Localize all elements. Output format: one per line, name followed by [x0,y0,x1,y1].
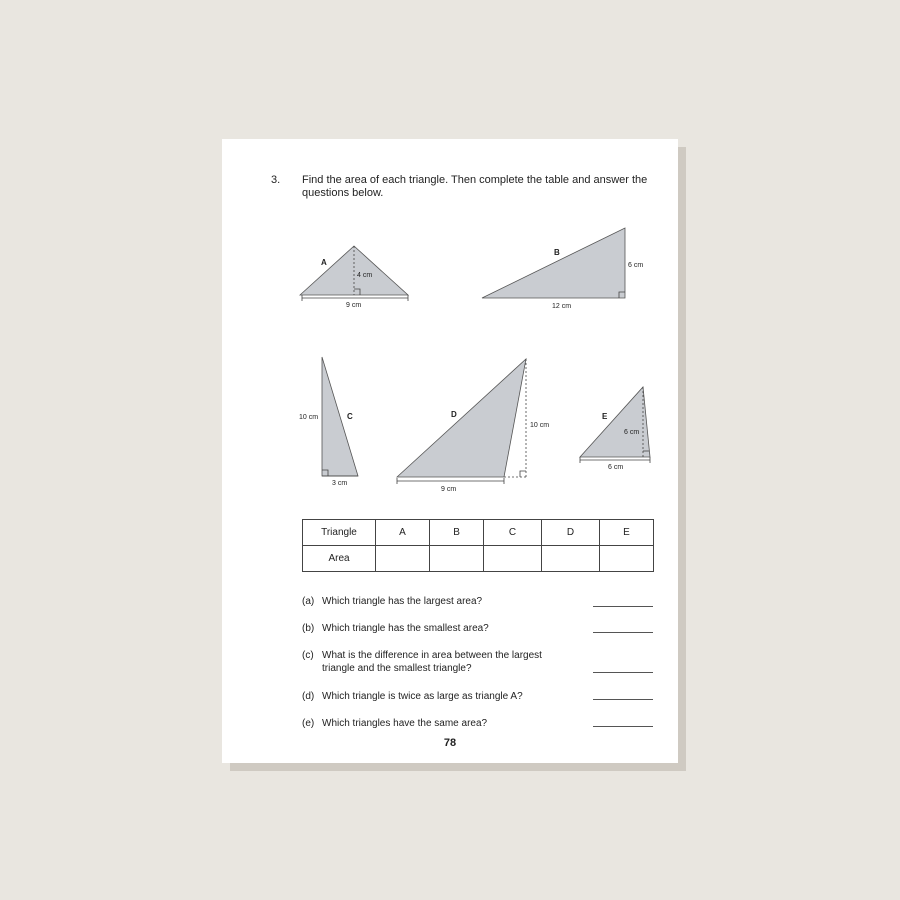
table-col-d: D [542,520,600,546]
triangle-b [482,228,643,310]
question-d-letter: (d) [302,691,315,702]
question-b-text: Which triangle has the smallest area? [322,623,489,634]
triangle-e-height: 6 cm [624,429,640,436]
question-e-letter: (e) [302,718,315,729]
triangle-c-base: 3 cm [332,480,348,487]
question-b-letter: (b) [302,623,315,634]
question-c [302,649,552,675]
question-d [302,690,523,703]
triangle-d-label: D [451,410,457,419]
triangle-e-label: E [602,412,608,421]
triangle-a-label: A [321,258,327,267]
triangle-e-base: 6 cm [608,464,624,471]
triangle-a-base: 9 cm [346,302,362,309]
page-number: 78 [443,737,457,749]
table-col-a: A [376,520,430,546]
table-header-triangle: Triangle [303,520,376,546]
triangle-d-height: 10 cm [530,422,550,429]
triangle-c [299,357,358,487]
question-a [302,595,482,608]
triangle-d [397,359,549,493]
area-cell-c[interactable] [484,546,542,572]
triangle-b-height: 6 cm [628,262,644,269]
table-header-area: Area [303,546,376,572]
triangle-c-label: C [347,412,353,421]
question-e-text: Which triangles have the same area? [322,718,488,729]
triangle-a-height: 4 cm [357,272,373,279]
question-a-letter: (a) [302,596,315,607]
triangles-figure [222,139,678,509]
area-cell-e[interactable] [599,546,653,572]
question-number: 3. [271,174,281,186]
table-row-triangle [303,520,654,546]
area-cell-a[interactable] [376,546,430,572]
triangle-c-height: 10 cm [299,414,319,421]
area-cell-b[interactable] [430,546,484,572]
triangle-b-base: 12 cm [552,303,572,310]
answer-line-c[interactable] [593,672,653,673]
table-col-b: B [430,520,484,546]
triangle-e [580,387,650,471]
answer-line-b[interactable] [593,632,653,633]
answer-line-e[interactable] [593,726,653,727]
area-cell-d[interactable] [542,546,600,572]
question-b [302,622,489,635]
worksheet-page [222,139,678,763]
table-col-e: E [599,520,653,546]
question-e [302,717,487,730]
answer-line-a[interactable] [593,606,653,607]
question-instruction: Find the area of each triangle. Then complete the table and answer the questions below. [302,174,648,199]
table-col-c: C [484,520,542,546]
area-table [302,519,654,572]
answer-line-d[interactable] [593,699,653,700]
question-a-text: Which triangle has the largest area? [322,596,483,607]
triangle-a [300,246,408,309]
question-c-letter: (c) [302,650,314,661]
triangle-d-base: 9 cm [441,486,457,493]
triangle-b-label: B [554,248,560,257]
question-c-text: What is the difference in area between the largest triangle and the smallest triangle? [322,650,542,674]
question-d-text: Which triangle is twice as large as triangle A? [322,691,523,702]
table-row-area [303,546,654,572]
